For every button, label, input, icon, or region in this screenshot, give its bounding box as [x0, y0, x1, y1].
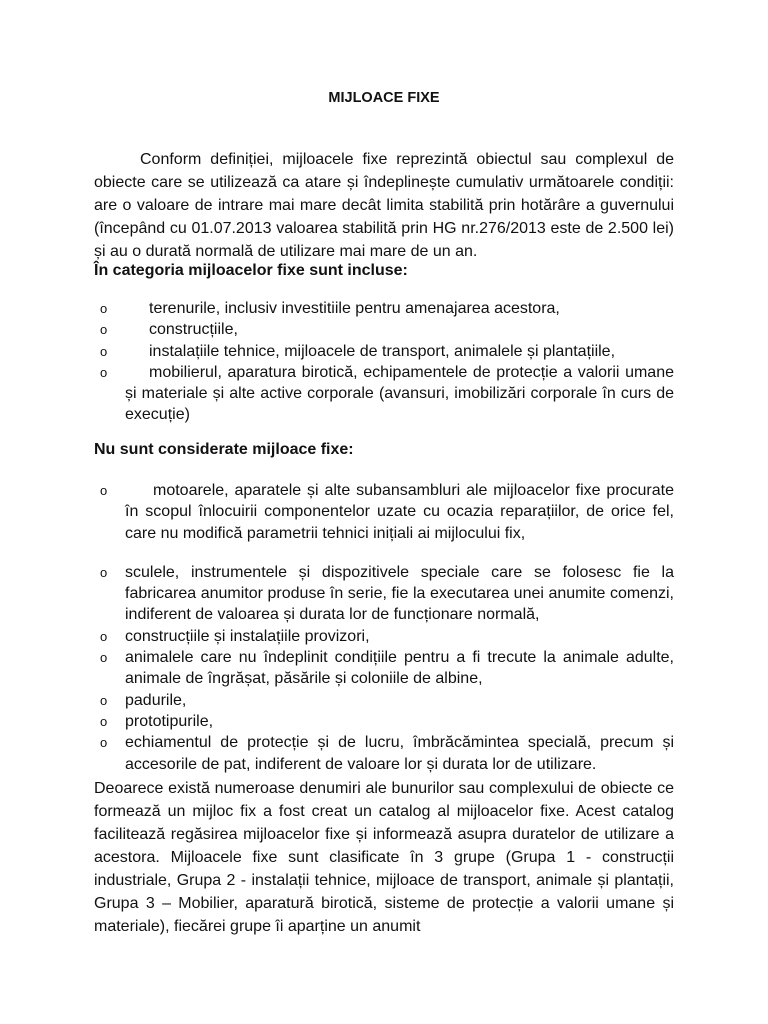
- bullet-icon: o: [100, 343, 108, 359]
- list-item: [94, 341, 674, 362]
- list-item: [94, 480, 674, 544]
- bullet-icon: o: [100, 735, 108, 751]
- list-item-text: padurile,: [125, 691, 187, 709]
- list-item-text: prototipurile,: [125, 712, 214, 730]
- list-item-text: motoarele, aparatele și alte subansambluri ale mijloacelor fixe procurate în scopul înlocuirii componentelor uzate cu ocazia reparațiilor, de orice fel, care nu modifică parametrii tehnici inițiali ai mijlocului fix,: [125, 482, 674, 542]
- list-item-text: echiamentul de protecție și de lucru, îmbrăcămintea specială, precum și accesorile de pat, indiferent de valoare lor și durata lor de utilizare.: [125, 734, 674, 773]
- list-item: [94, 319, 674, 340]
- list-item: [94, 562, 674, 626]
- included-heading: În categoria mijloacelor fixe sunt incluse:: [94, 262, 408, 279]
- list-item: [94, 647, 674, 690]
- bullet-icon: o: [100, 713, 108, 729]
- list-item-text: construcțiile,: [149, 321, 238, 339]
- bullet-icon: o: [100, 364, 108, 380]
- list-item: [94, 298, 674, 319]
- excluded-heading: Nu sunt considerate mijloace fixe:: [94, 441, 354, 458]
- list-item-text: sculele, instrumentele și dispozitivele speciale care se folosesc fie la fabricarea anumitor produse în serie, fie la executarea unei anumite comenzi, indiferent de valoarea și durata lor de funcționare normală,: [125, 563, 674, 624]
- list-item: [94, 711, 674, 732]
- list-item-text: terenurile, inclusiv investitiile pentru amenajarea acestora,: [149, 300, 560, 317]
- page-title: MIJLOACE FIXE: [328, 90, 440, 106]
- closing-paragraph: Deoarece există numeroase denumiri ale bunurilor sau complexului de obiecte ce formează un mijloc fix a fost creat un catalog al mijloacelor fixe. Acest catalog facilitează regăsirea mijloacelor fixe și informează asupra duratelor de utilizare a acestora. Mijloacele fixe sunt clasificate în 3 grupe (Grupa 1 - construcții industriale, Grupa 2 - instalații tehnice, mijloace de transport, animale și plantații, Grupa 3 – Mobilier, aparatură birotică, sisteme de protecție a valorii umane și materiale), fiecărei grupe îi aparține un anumit: [94, 780, 674, 935]
- bullet-icon: o: [100, 650, 108, 666]
- included-list: [94, 298, 674, 426]
- bullet-icon: o: [100, 692, 108, 708]
- bullet-icon: o: [100, 564, 108, 580]
- list-item-text: animalele care nu îndeplinit condițiile pentru a fi trecute la animale adulte, animale de îngrășat, păsările și coloniile de albine,: [125, 649, 674, 688]
- bullet-icon: o: [100, 483, 108, 498]
- intro-paragraph: Conform definiției, mijloacele fixe reprezintă obiectul sau complexul de obiecte care se utilizează ca atare și îndeplinește cumulativ următoarele condiții: are o valoare de intrare mai mare decât limita stabilită prin hotărâre a guvernului (începând cu 01.07.2013 valoarea stabilită prin HG nr.276/2013 este de 2.500 lei) și au o durată normală de utilizare mai mare de un an.: [94, 151, 674, 260]
- list-item: [94, 732, 674, 775]
- list-item-text: mobilierul, aparatura birotică, echipamentele de protecție a valorii umane și materiale și alte active corporale (avansuri, imobilizări corporale în curs de execuție): [125, 363, 674, 424]
- bullet-icon: o: [100, 322, 108, 338]
- excluded-list: [94, 480, 674, 775]
- list-item: [94, 690, 674, 711]
- bullet-icon: o: [100, 628, 108, 644]
- list-item: [94, 362, 674, 426]
- list-item: [94, 626, 674, 647]
- list-item-text: instalațiile tehnice, mijloacele de transport, animalele și plantațiile,: [149, 342, 616, 360]
- list-item-text: construcțiile și instalațiile provizori,: [125, 627, 370, 645]
- bullet-icon: o: [100, 301, 108, 316]
